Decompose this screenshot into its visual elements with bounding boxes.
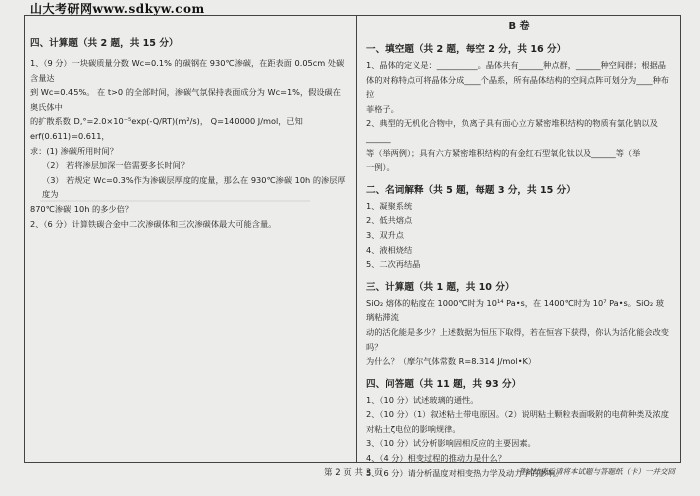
fill-blank-title: 一、填空题（共 2 题，每空 2 分，共 16 分） [366,44,567,55]
fill-blank-line: 1、晶体的定义是：__________。晶体共有______种点群，______种空间群；根据晶 [366,60,666,70]
question-1-part-1: 求：(1) 渗碳所用时间？ [30,145,118,156]
column-divider [356,15,357,463]
term-definition-title: 二、名词解释（共 5 题，每题 3 分，共 15 分） [366,184,576,196]
question-2: 2、（6 分）计算铁碳合金中二次渗碳体和三次渗碳体最大可能含量。 [30,218,277,229]
fill-blank-line: 一例）。 [366,162,395,173]
question-1-line-2: 到 Wc=0.45%。 在 t>0 的全部时间，渗碳气氛保持表面成分为 Wc=1%，假设碳在奥氏体中 [30,87,341,112]
fill-blank-line: 体的对称特点可将晶体分成____个晶系，所有晶体结构的空间点阵可划分为____种布拉 [366,74,669,100]
left-column [30,36,348,231]
fill-blank-line: 2、典型的无机化合物中，负离子具有面心立方紧密堆积结构的物质有氯化钠以及______ [366,118,658,143]
term-item: 4、液相烧结 [366,244,413,255]
term-item: 2、低共熔点 [366,215,413,226]
question-1-part-2: （2） 若将渗层加深一倍需要多长时间？ [42,160,189,171]
qa-item: 2、（10 分）（1）叙述粘土带电原因。（2）说明粘土颗粒表面吸附的电荷种类及浓度 [366,409,669,420]
qa-item: 3、（10 分）试分析影响固相反应的主要因素。 [366,438,536,449]
question-1-part-3: （3） 若规定 Wc=0.3%作为渗碳层厚度的度量，那么在 930℃渗碳 10h 的渗层厚度为 [42,174,346,200]
left-section-title: 四、计算题（共 2 题，共 15 分） [30,38,179,49]
return-note: 考试结束后请将本试题与答题纸（卡）一并交回 [517,467,675,476]
term-item: 5、二次再结晶 [366,259,421,270]
right-column [366,18,672,480]
volume-title: B 卷 [508,21,530,32]
qa-title: 四、问答题（共 11 题，共 93 分） [366,378,522,390]
question-1-part-3-cont: 870℃渗碳 10h 的多少倍？ [30,203,133,214]
qa-item-cont: 对粘土ζ电位的影响规律。 [366,423,461,434]
page-number: 第 2 页 共 3 页 [324,468,383,478]
qa-item: 4、（4 分）相变过程的推动力是什么？ [366,453,506,464]
fill-blank-line: 菲格子。 [366,103,399,114]
calculation-line: SiO₂ 熔体的粘度在 1000℃时为 10¹⁴ Pa•s，在 1400℃时为 10⁷ Pa•s。SiO₂ 玻璃粘滞流 [366,297,664,323]
fill-blank-line: 等（举两例）；具有六方紧密堆积结构的有金红石型氧化钛以及______等（举 [366,147,641,158]
calculation-line: 为什么？（摩尔气体常数 R=8.314 J/mol•K） [366,356,537,367]
term-item: 1、凝聚系统 [366,200,413,211]
page-footer [24,466,681,482]
qa-item: 5、（6 分）请分析温度对相变热力学及动力学的影响。 [366,467,564,478]
question-1-line-3: 的扩散系数 D,°=2.0×10⁻⁵exp(-Q/RT)(m²/s)， Q=140000 J/mol，已知 erf(0.611)=0.611， [30,116,303,141]
term-item: 3、双升点 [366,229,404,240]
watermark-logo: 山大考研网www.sdkyw.com [30,2,205,16]
qa-item: 1、（10 分）试述玻璃的通性。 [366,394,479,405]
calculation-line: 动的活化能是多少？上述数据为恒压下取得，若在恒容下获得，你认为活化能会改变吗？ [366,326,669,352]
calculation-title: 三、计算题（共 1 题，共 10 分） [366,281,515,293]
question-1-line-1: 1、（9 分）一块碳质量分数 Wc=0.1% 的碳钢在 930℃渗碳，在距表面 0.05cm 处碳含量达 [30,58,345,83]
